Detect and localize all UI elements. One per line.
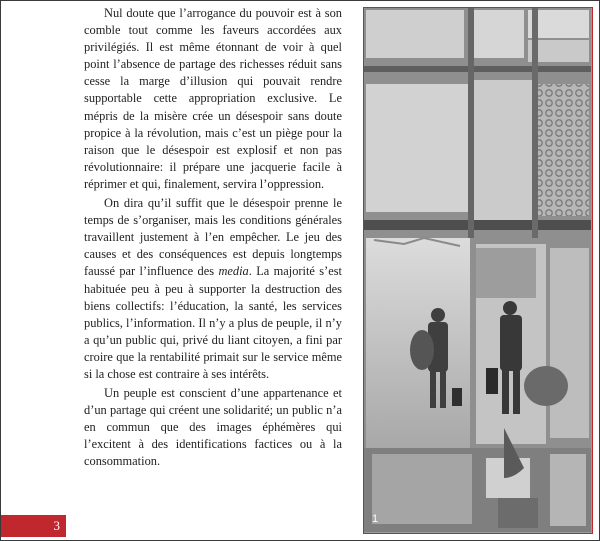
figure-number: 1: [372, 513, 379, 525]
paragraph-1: Nul doute que l’arrogance du pouvoir est à son comble tout comme les faveurs accordées aux privilégiés. Il est même étonnant de voir à quel point l’absence de partage des richesses réduit sans cesse la marge d’illusion qui pouvait rendre supportable cette appropriation exclusive. Le mépris de la misère crée un désespoir sans doute propice à la révolution, mais c’est un piège pour la raison que le désespoir est explosif et non pas révolutionnaire: il prépare une jacquerie facile à réprimer et qui, finalement, servira l’oppression.: [84, 6, 342, 191]
wall-photo-image: [364, 8, 591, 532]
paragraph-2-start: On dira qu’il suffit que le désespoir prenne le temps de s’organiser, mais les conditions générales travaillent justement à l’en empêcher. Le jeu des causes et des conséquences est depuis longtemps faussé par l’influence des: [84, 196, 342, 279]
paragraph-2: [84, 195, 342, 383]
photo-figure: [363, 7, 593, 534]
page-number: 3: [53, 518, 60, 533]
paragraph-3: Un peuple est conscient d’une appartenance et d’un partage qui créent une solidarité; un public n’a en commun que des images éphémères qui l’excitent à des identifications factices ou à la consommation.: [84, 386, 342, 469]
paragraph-2-end: . La majorité s’est habituée peu à peu à supporter la destruction des biens collectifs: l’éducation, la santé, les services publics, l’information. Il n’y a plus de peuple, il n’y a qu’un public qui, privé du liant citoyen, a fini par croire que la rentabilité primait sur le service même si la chose est contraire à ses intérêts.: [84, 264, 343, 381]
italic-media: media: [218, 264, 249, 279]
page-number-tab: [1, 515, 66, 537]
body-text-column: [84, 5, 342, 473]
